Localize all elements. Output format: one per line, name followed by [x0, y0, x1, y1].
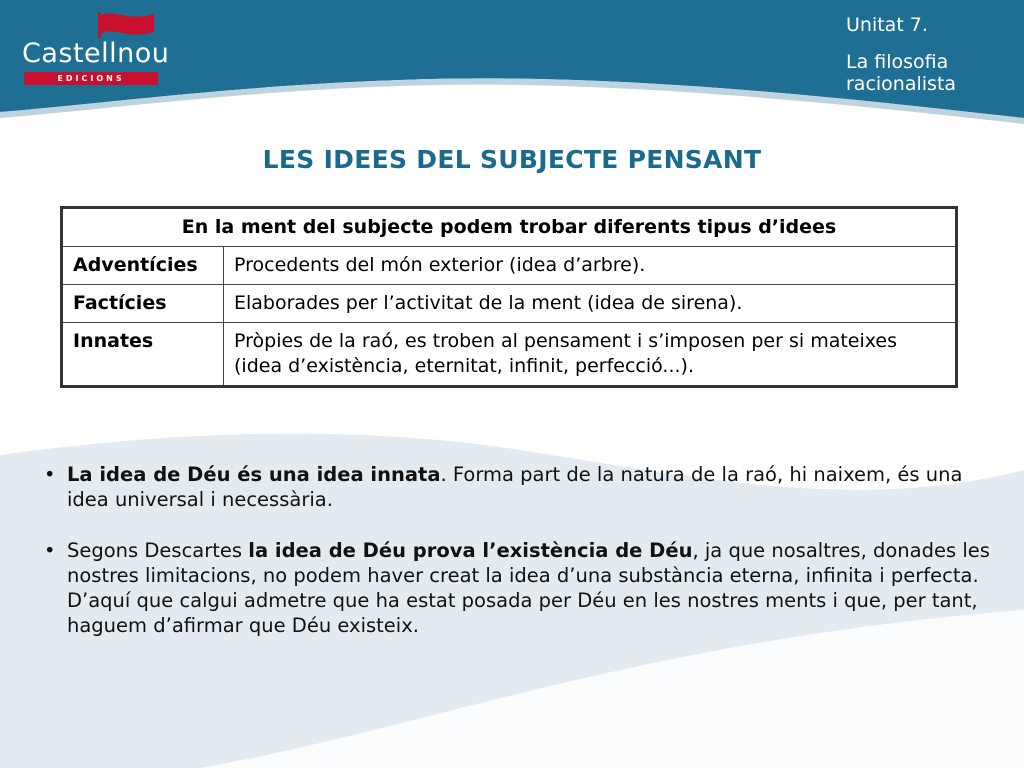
- bullet-icon: •: [44, 463, 56, 486]
- table-description: Elaborades per l’activitat de la ment (idea de sirena).: [224, 285, 957, 323]
- page-title: LES IDEES DEL SUBJECTE PENSANT: [262, 145, 762, 174]
- bullet-text: , ja que nosaltres, donades les nostres limitacions, no podem haver creat la idea d’una substància eterna, infinita i perfecta. D’aquí que calgui admetre que ha estat posada per Déu en les nostres ments i que, per tant, haguem d’afirmar que Déu existeix.: [67, 539, 990, 637]
- table-term: Adventícies: [62, 247, 224, 285]
- list-item: [40, 538, 990, 638]
- unit-topic: La filosofia racionalista: [846, 51, 957, 95]
- table-heading: En la ment del subjecte podem trobar diferents tipus d’idees: [62, 208, 957, 247]
- bullet-bold-text: La idea de Déu és una idea innata: [67, 463, 441, 486]
- table-description: Procedents del món exterior (idea d’arbre).: [224, 247, 957, 285]
- bullet-list: [40, 462, 990, 664]
- table-description: Pròpies de la raó, es troben al pensament i s’imposen per si mateixes (idea d’existència, eternitat, infinit, perfecció...).: [224, 323, 957, 387]
- castellnou-logo: [22, 10, 170, 83]
- unit-number: Unitat 7.: [846, 14, 928, 36]
- table-term: Factícies: [62, 285, 224, 323]
- table-term: Innates: [62, 323, 224, 387]
- bullet-text: . Forma part de la natura de la raó, hi naixem, és una idea universal i necessària.: [67, 463, 963, 511]
- table-row: [62, 323, 957, 387]
- table-header-row: [62, 208, 957, 247]
- table-row: [62, 285, 957, 323]
- table-row: [62, 247, 957, 285]
- flag-icon: [96, 10, 158, 38]
- logo-subtitle: EDICIONS: [24, 72, 158, 85]
- list-item: [40, 462, 990, 512]
- bullet-lead-text: Segons Descartes: [67, 539, 249, 562]
- bullet-icon: •: [44, 539, 56, 562]
- unit-header: [846, 14, 1024, 95]
- ideas-table: [60, 206, 958, 388]
- bullet-bold-text: la idea de Déu prova l’existència de Déu: [248, 539, 693, 562]
- logo-brand-text: Castellnou: [22, 38, 170, 69]
